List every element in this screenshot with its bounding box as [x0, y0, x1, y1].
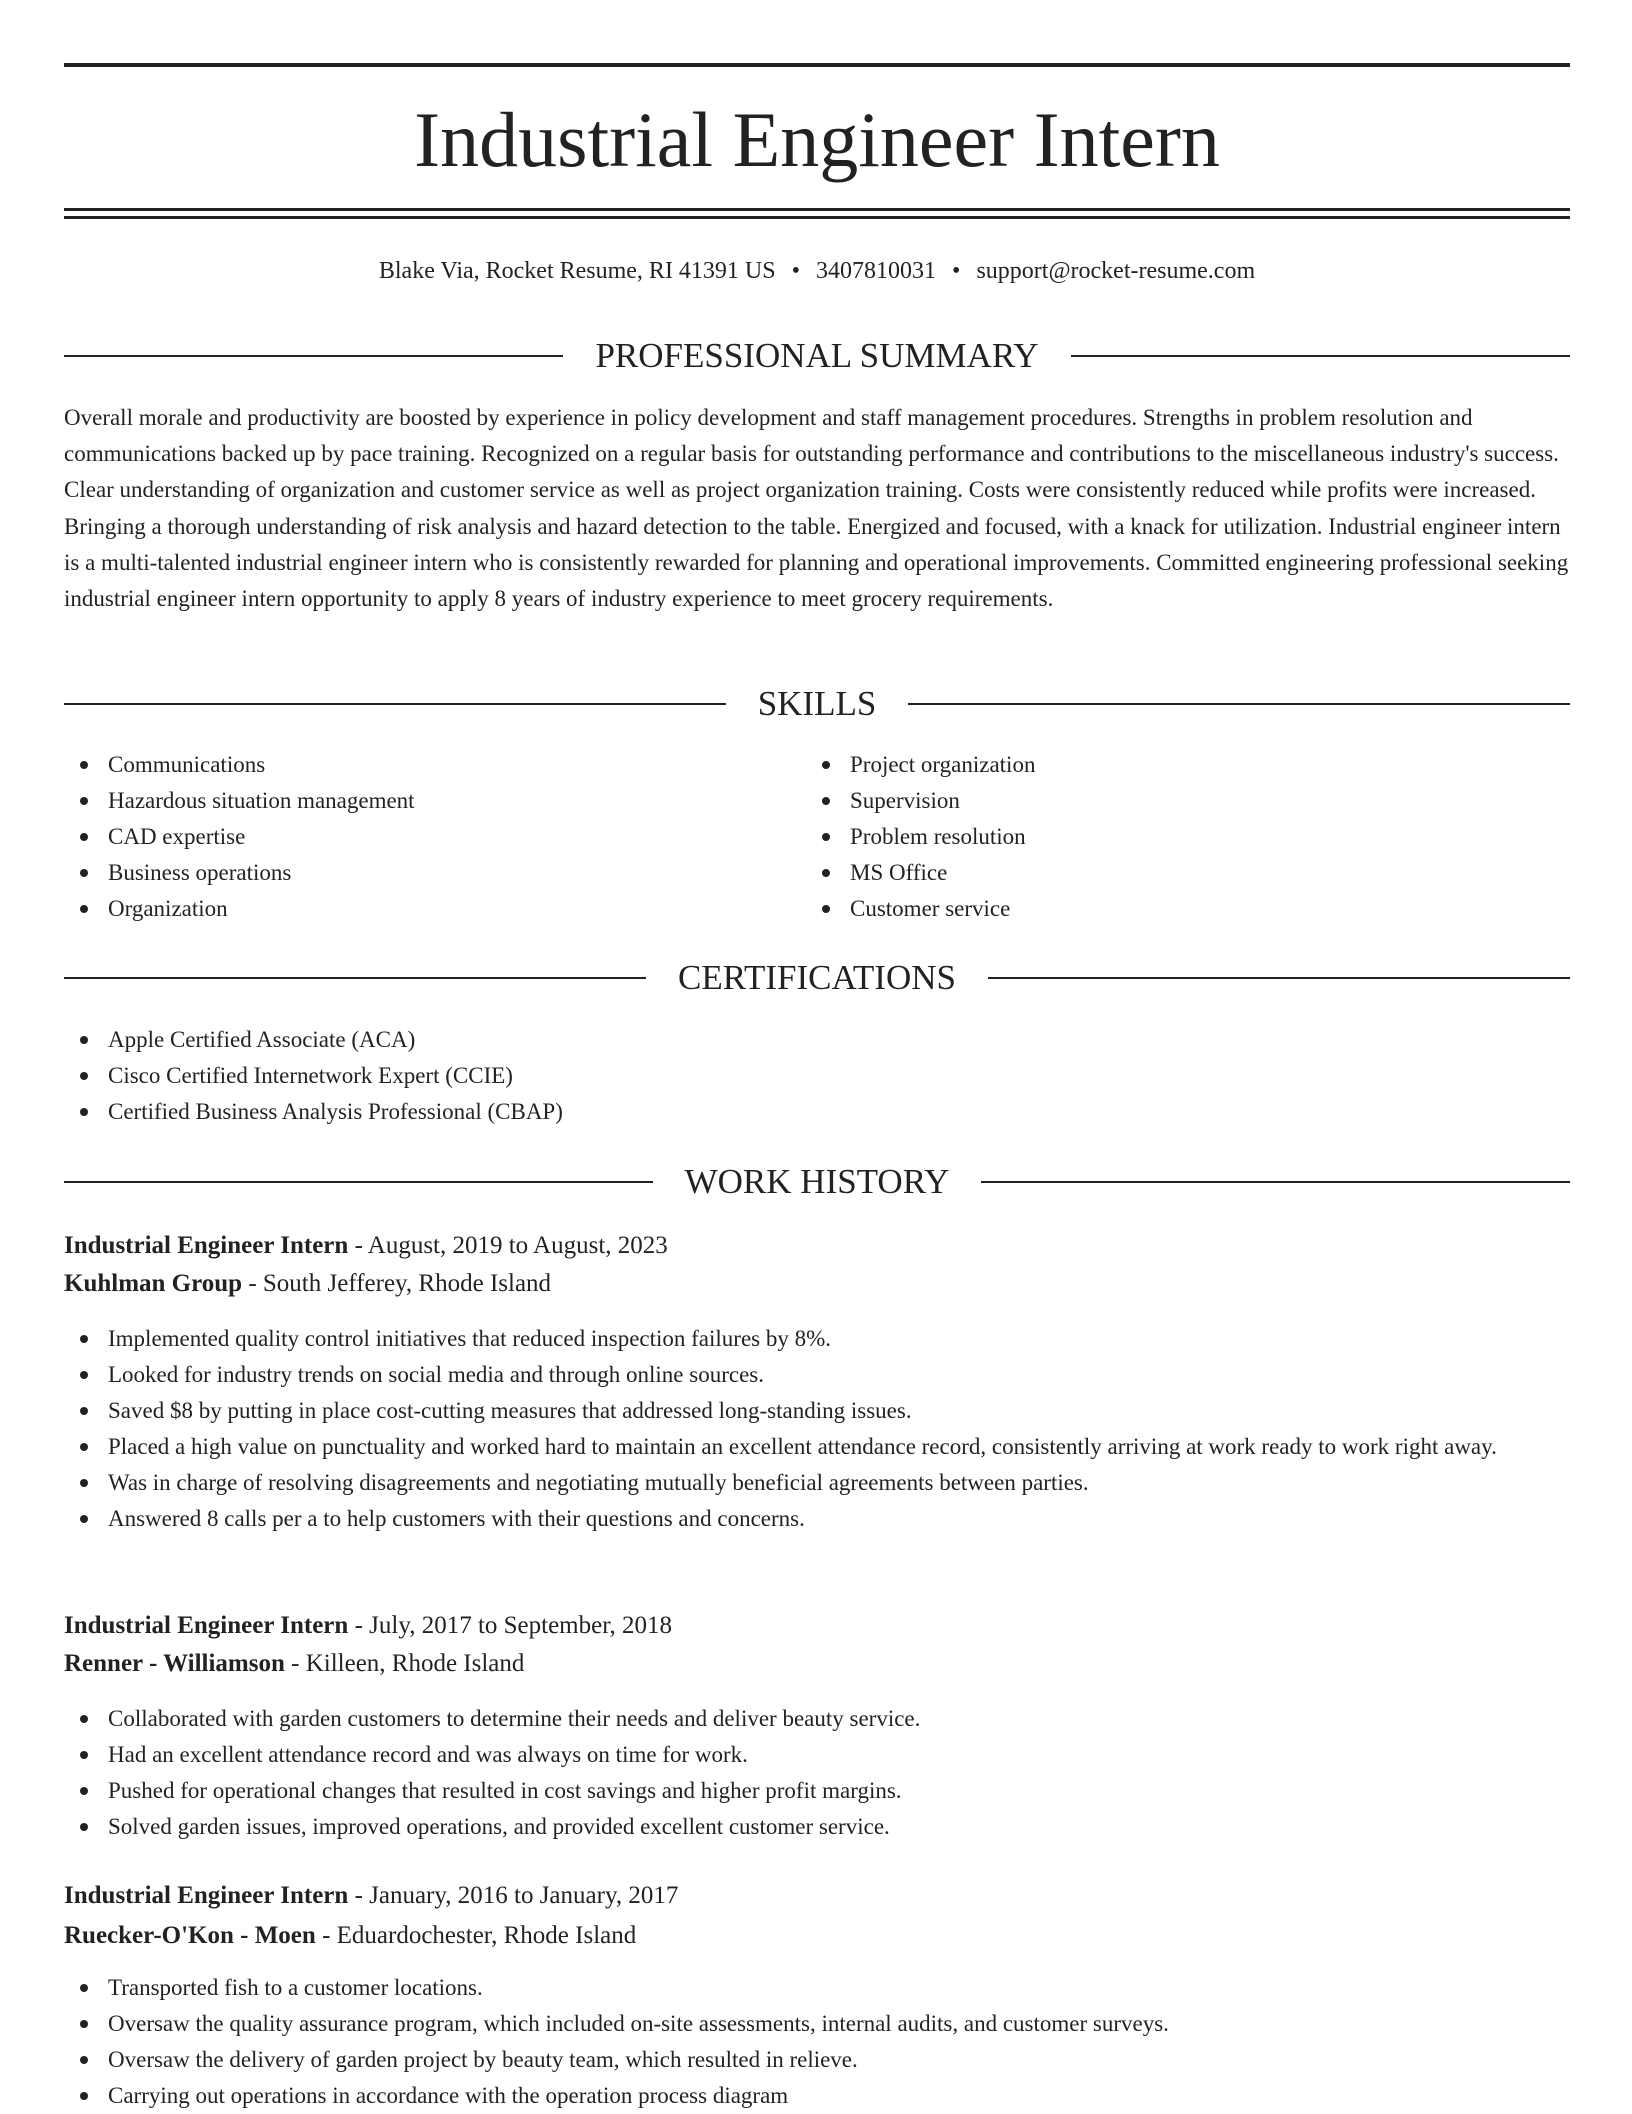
- contact-address: Blake Via, Rocket Resume, RI 41391 US: [378, 258, 776, 284]
- job-dates: - January, 2016 to January, 2017: [348, 1882, 679, 1909]
- certification-text: Certified Business Analysis Professional (CBAP): [108, 1099, 563, 1124]
- bullet-dot: [80, 869, 88, 877]
- divider-line: [908, 703, 1570, 705]
- bullet-dot: [80, 1479, 88, 1487]
- work-history-section-heading: [64, 1160, 1570, 1204]
- job-bullet: [64, 2042, 1570, 2078]
- job-bullet: [64, 1737, 1570, 1773]
- bullet-dot: [80, 797, 88, 805]
- skills-heading-label: SKILLS: [757, 684, 877, 723]
- job-bullet-text: Saved $8 by putting in place cost-cutting measures that addressed long-standing issues.: [108, 1398, 912, 1423]
- job-bullet-text: Oversaw the quality assurance program, which included on-site assessments, internal audits, and customer surveys.: [108, 2011, 1169, 2036]
- job-title: Industrial Engineer Intern: [64, 1882, 349, 1909]
- bullet-dot: [80, 1036, 88, 1044]
- skill-item: [806, 819, 1566, 855]
- bullet-dot: [80, 1715, 88, 1723]
- divider-line: [981, 1181, 1570, 1183]
- job-bullet-text: Looked for industry trends on social media and through online sources.: [108, 1362, 764, 1387]
- skill-item: [806, 747, 1566, 783]
- bullet-dot: [80, 833, 88, 841]
- skill-text: Business operations: [108, 860, 292, 885]
- bullet-dot: [822, 797, 830, 805]
- contact-email[interactable]: support@rocket-resume.com: [976, 258, 1256, 284]
- job-company-line: [64, 1645, 524, 1683]
- skills-list-right: [806, 747, 1566, 927]
- skill-text: MS Office: [850, 860, 948, 885]
- job-title-line: [64, 1877, 678, 1915]
- divider-line: [64, 355, 563, 357]
- job-bullet: [64, 2006, 1570, 2042]
- divider-line: [64, 1181, 653, 1183]
- contact-separator: •: [791, 258, 801, 284]
- bullet-dot: [80, 1335, 88, 1343]
- job-bullet-text: Implemented quality control initiatives that reduced inspection failures by 8%.: [108, 1326, 832, 1351]
- job-title: Industrial Engineer Intern: [64, 1232, 349, 1259]
- certifications-section-heading: [64, 956, 1570, 1000]
- job-bullet-text: Was in charge of resolving disagreements and negotiating mutually beneficial agreements between parties.: [108, 1470, 1089, 1495]
- summary-heading-label: PROFESSIONAL SUMMARY: [595, 336, 1039, 375]
- skill-item: [64, 819, 804, 855]
- bullet-dot: [80, 1823, 88, 1831]
- skill-text: Customer service: [850, 896, 1011, 921]
- bullet-dot: [80, 1072, 88, 1080]
- bullet-dot: [822, 833, 830, 841]
- job-bullet-text: Transported fish to a customer locations.: [108, 1975, 483, 2000]
- job-dates: - July, 2017 to September, 2018: [348, 1612, 673, 1639]
- skill-text: Problem resolution: [850, 824, 1026, 849]
- skills-section-heading: [64, 682, 1570, 726]
- divider-line: [64, 703, 726, 705]
- bullet-dot: [80, 1407, 88, 1415]
- job-bullet-text: Collaborated with garden customers to determine their needs and deliver beauty service.: [108, 1706, 921, 1731]
- bullet-dot: [80, 1515, 88, 1523]
- skill-item: [64, 747, 804, 783]
- job-bullet-text: Oversaw the delivery of garden project by beauty team, which resulted in relieve.: [108, 2047, 858, 2072]
- job-bullet-text: Carrying out operations in accordance with the operation process diagram: [108, 2083, 789, 2108]
- job-bullets: [64, 1970, 1570, 2114]
- divider-line: [988, 977, 1570, 979]
- certification-item: [64, 1058, 1570, 1094]
- summary-section-heading: [64, 334, 1570, 378]
- job-company: Renner - Williamson: [64, 1650, 285, 1677]
- job-bullet: [64, 1701, 1570, 1737]
- bullet-dot: [822, 905, 830, 913]
- bullet-dot: [80, 1984, 88, 1992]
- job-bullet-text: Placed a high value on punctuality and worked hard to maintain an excellent attendance record, consistently arriving at work ready to work right away.: [108, 1434, 1497, 1459]
- bullet-dot: [80, 905, 88, 913]
- contact-line: [64, 254, 1570, 288]
- skill-item: [64, 783, 804, 819]
- bullet-dot: [80, 761, 88, 769]
- job-bullet: [64, 1465, 1570, 1501]
- header-double-rule-lower: [64, 216, 1570, 219]
- job-bullet: [64, 1809, 1570, 1845]
- skill-item: [64, 855, 804, 891]
- job-bullet: [64, 1970, 1570, 2006]
- skill-item: [64, 891, 804, 927]
- contact-phone: 3407810031: [816, 258, 937, 284]
- certification-text: Cisco Certified Internetwork Expert (CCIE): [108, 1063, 513, 1088]
- certifications-list: [64, 1022, 1570, 1130]
- work-history-heading-label: WORK HISTORY: [684, 1162, 950, 1201]
- certifications-heading-label: CERTIFICATIONS: [678, 958, 956, 997]
- skills-list-left: [64, 747, 804, 927]
- job-title-line: [64, 1607, 672, 1645]
- skill-text: Supervision: [850, 788, 960, 813]
- job-bullets: [64, 1321, 1570, 1537]
- resume-title: Industrial Engineer Intern: [414, 96, 1220, 183]
- skill-text: Communications: [108, 752, 266, 777]
- certification-item: [64, 1022, 1570, 1058]
- job-bullet: [64, 1773, 1570, 1809]
- job-company-line: [64, 1917, 636, 1955]
- skill-text: CAD expertise: [108, 824, 246, 849]
- job-location: - South Jefferey, Rhode Island: [242, 1270, 552, 1297]
- job-company: Kuhlman Group: [64, 1270, 243, 1297]
- job-bullet-text: Pushed for operational changes that resulted in cost savings and higher profit margins.: [108, 1778, 902, 1803]
- job-company-line: [64, 1265, 551, 1303]
- job-bullet: [64, 1357, 1570, 1393]
- job-bullet-text: Answered 8 calls per a to help customers with their questions and concerns.: [108, 1506, 805, 1531]
- bullet-dot: [80, 2020, 88, 2028]
- summary-text: Overall morale and productivity are boosted by experience in policy development and staff management procedures. Strengths in problem resolution and communications backed up by pace training. Recognized on a regular basis for outstanding performance and contributions to the miscellaneous industry's success. Clear understanding of organization and customer service as well as project organization training. Costs were consistently reduced while profits were increased. Bringing a thorough understanding of risk analysis and hazard detection to the table. Energized and focused, with a knack for utilization. Industrial engineer intern is a multi-talented industrial engineer intern who is consistently rewarded for planning and operational improvements. Committed engineering professional seeking industrial engineer intern opportunity to apply 8 years of industry experience to meet grocery requirements.: [64, 405, 1569, 612]
- header-double-rule-upper: [64, 208, 1570, 211]
- job-bullet: [64, 1501, 1570, 1537]
- bullet-dot: [80, 1787, 88, 1795]
- job-title: Industrial Engineer Intern: [64, 1612, 349, 1639]
- bullet-dot: [80, 2092, 88, 2100]
- skill-item: [806, 891, 1566, 927]
- certification-item: [64, 1094, 1570, 1130]
- skill-text: Organization: [108, 896, 228, 921]
- job-location: - Eduardochester, Rhode Island: [315, 1922, 637, 1949]
- certification-text: Apple Certified Associate (ACA): [108, 1027, 416, 1052]
- skill-item: [806, 855, 1566, 891]
- header-top-rule: [64, 63, 1570, 67]
- job-title-line: [64, 1227, 668, 1265]
- contact-separator: •: [952, 258, 961, 284]
- divider-line: [1071, 355, 1570, 357]
- job-bullet: [64, 2078, 1570, 2114]
- bullet-dot: [80, 2056, 88, 2064]
- skill-text: Hazardous situation management: [108, 788, 415, 813]
- job-bullet: [64, 1393, 1570, 1429]
- job-bullets: [64, 1701, 1570, 1845]
- bullet-dot: [80, 1371, 88, 1379]
- job-dates: - August, 2019 to August, 2023: [348, 1232, 668, 1259]
- bullet-dot: [80, 1751, 88, 1759]
- job-location: - Killeen, Rhode Island: [284, 1650, 525, 1677]
- skill-item: [806, 783, 1566, 819]
- bullet-dot: [80, 1108, 88, 1116]
- bullet-dot: [822, 761, 830, 769]
- skill-text: Project organization: [850, 752, 1036, 777]
- job-bullet-text: Had an excellent attendance record and was always on time for work.: [108, 1742, 748, 1767]
- job-bullet-text: Solved garden issues, improved operations, and provided excellent customer service.: [108, 1814, 890, 1839]
- bullet-dot: [80, 1443, 88, 1451]
- divider-line: [64, 977, 646, 979]
- job-bullet: [64, 1429, 1570, 1465]
- job-bullet: [64, 1321, 1570, 1357]
- bullet-dot: [822, 869, 830, 877]
- job-company: Ruecker-O'Kon - Moen: [64, 1922, 316, 1949]
